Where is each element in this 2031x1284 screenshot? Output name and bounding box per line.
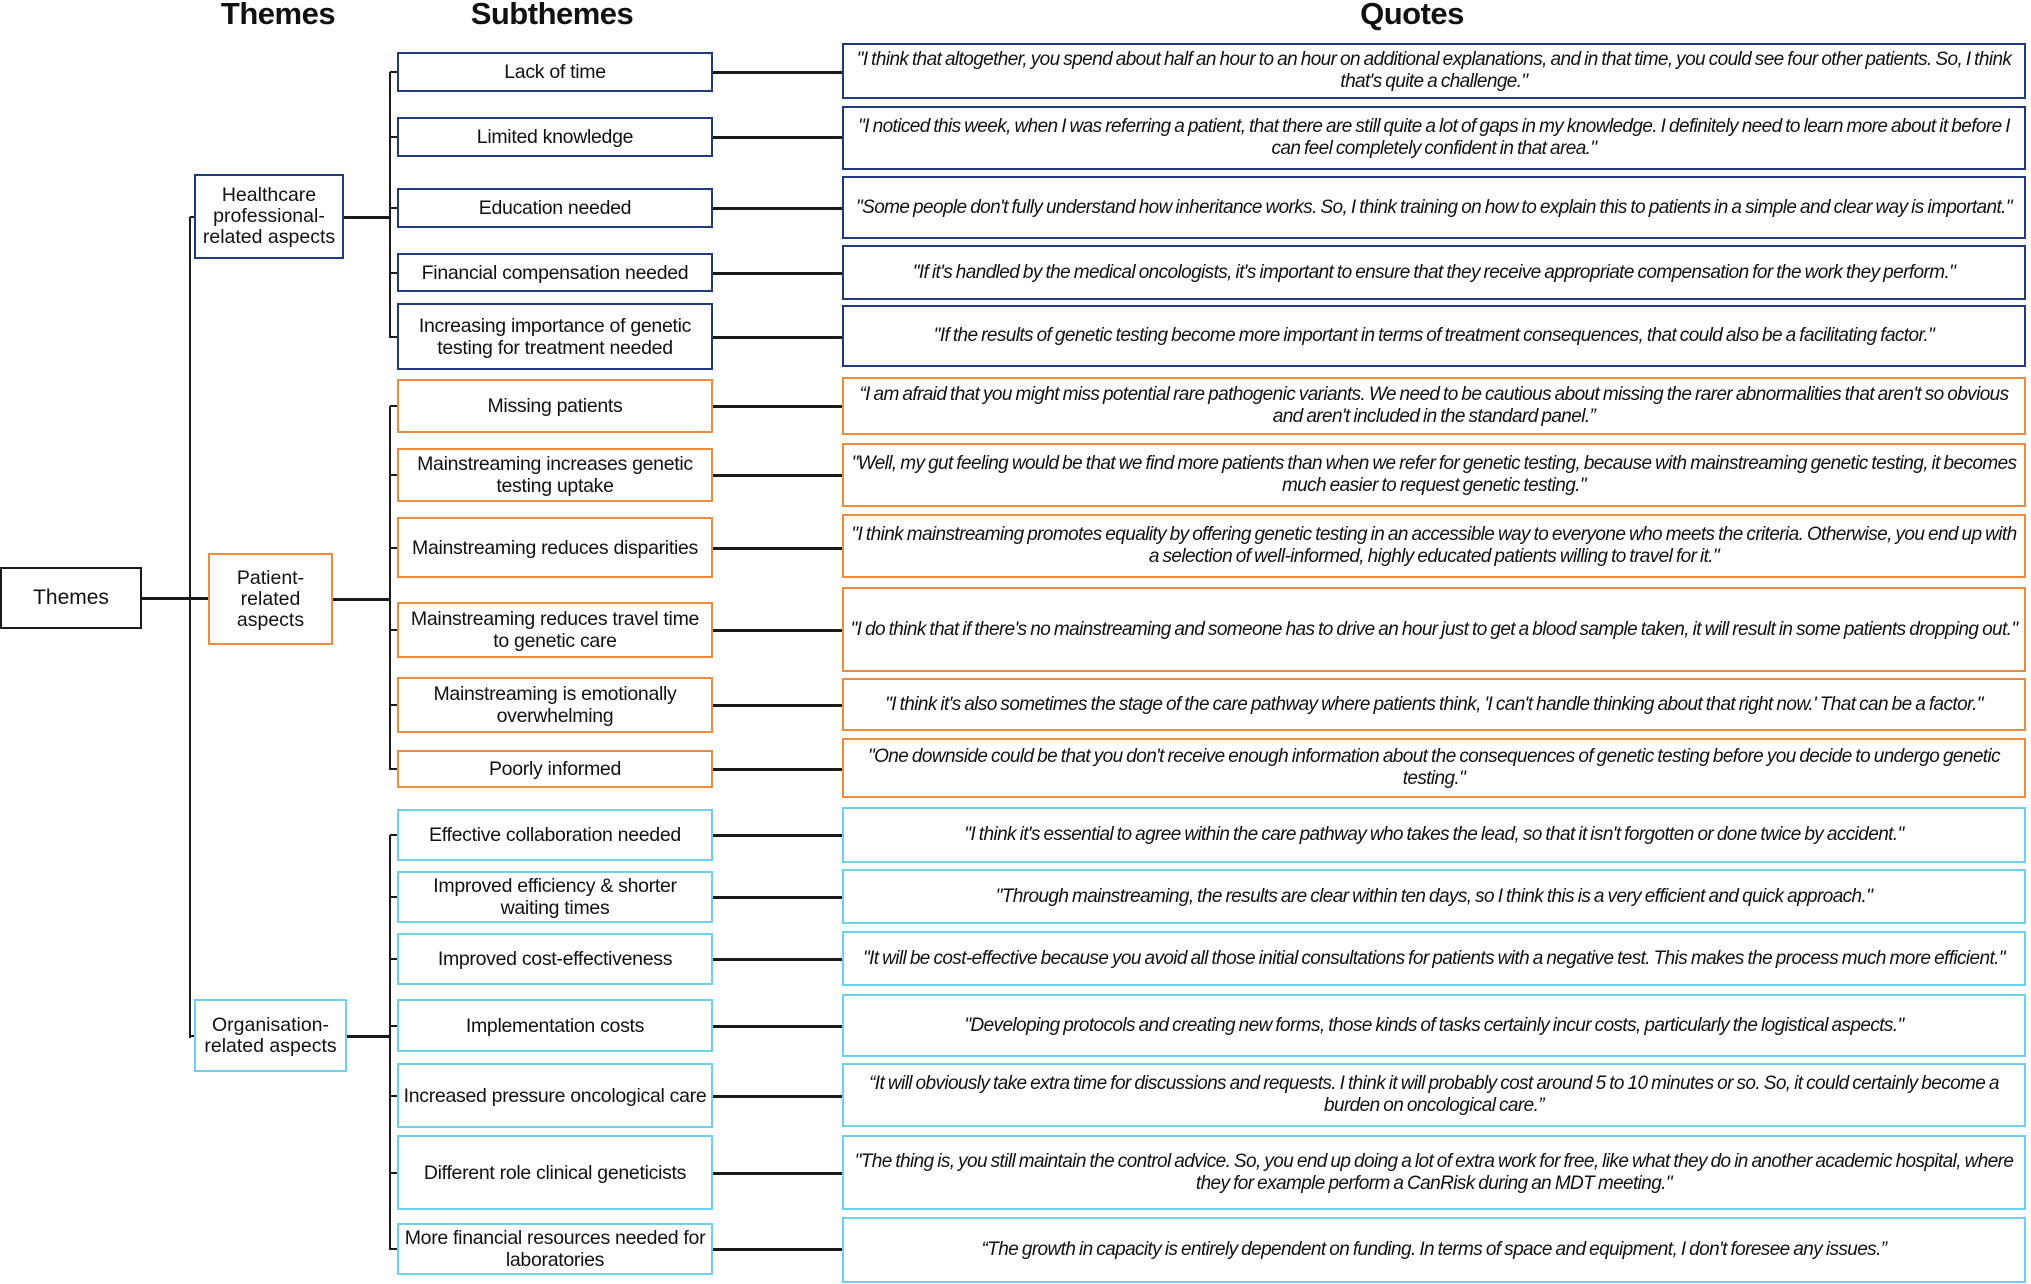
quote-text: "If it's handled by the medical oncologists, it's important to ensure that they receive appropriate compensation for the work they perform." [912,261,1956,283]
quote-box [842,678,2026,731]
quote-connector-line [713,704,842,707]
quote-box [842,587,2026,672]
quote-box [842,377,2026,435]
theme-label: Healthcare professional- related aspects [202,184,336,248]
quote-connector-line [713,207,842,210]
root-themes-node [0,567,142,629]
quote-box [842,43,2026,99]
quote-box [842,245,2026,300]
theme-node [208,553,333,645]
subtheme-node [397,1063,713,1128]
subtheme-node [397,117,713,157]
subtheme-stub-line [390,1248,397,1250]
quote-connector-line [713,958,842,961]
quote-box [842,514,2026,578]
subtheme-label: Mainstreaming is emotionally overwhelming [433,683,677,727]
subtheme-stub-line [390,547,397,549]
subtheme-stub-line [390,834,397,836]
quote-text: "I think it's also sometimes the stage of the care pathway where patients think, 'I can't handle thinking about that right now.' That can be a factor." [885,693,1983,715]
subtheme-node [397,677,713,733]
subtheme-stub-line [390,629,397,631]
subtheme-stub-line [390,71,397,73]
subtheme-node [397,809,713,861]
subtheme-label: Different role clinical geneticists [423,1161,687,1184]
quote-text: "Developing protocols and creating new forms, those kinds of tasks certainly incur costs, particularly the logistical aspects." [964,1014,1904,1036]
quote-text: "I think it's essential to agree within the care pathway who takes the lead, so that it isn't forgotten or done twice by accident." [964,824,1904,845]
quote-box [842,931,2026,986]
quote-connector-line [713,136,842,139]
subtheme-stub-line [390,136,397,138]
theme-node [194,999,347,1072]
subtheme-label: Improved efficiency & shorter waiting times [433,875,677,919]
subtheme-label: More financial resources needed for laboratories [404,1227,706,1271]
quote-connector-line [713,71,842,74]
quote-text: "One downside could be that you don't receive enough information about the consequences of genetic testing before you decide to undergo genetic testing." [867,746,2001,789]
subtheme-node [397,750,713,788]
subtheme-stub-line [390,336,397,338]
quote-box [842,305,2026,367]
subtheme-stub-line [390,704,397,706]
quote-box [842,1063,2026,1127]
theme-to-subthemes-line [333,598,390,601]
subtheme-node [397,379,713,433]
subtheme-label: Increased pressure oncological care [403,1084,707,1107]
quote-text: "I think mainstreaming promotes equality by offering genetic testing in an accessible way to everyone who meets the criteria. Otherwise, you end up with a selection of well-informed, highly educated patients willing to travel for it." [851,524,2017,567]
quote-text: "If the results of genetic testing become more important in terms of treatment consequences, that could also be a facilitating factor." [933,325,1935,346]
quote-connector-line [713,1095,842,1098]
theme-label: Organisation- related aspects [204,1013,337,1057]
quote-connector-line [713,768,842,771]
quote-connector-line [713,629,842,632]
quote-box [842,106,2026,170]
quote-box [842,738,2026,798]
theme-to-subthemes-line [344,216,390,219]
quote-connector-line [713,1025,842,1028]
quote-text: "Well, my gut feeling would be that we find more patients than when we refer for genetic testing, because with mainstreaming genetic testing, it becomes much easier to request genetic testing." [851,453,2017,496]
subtheme-label: Implementation costs [465,1014,645,1037]
quote-box [842,807,2026,863]
subtheme-node [397,253,713,292]
subtheme-stub-line [390,272,397,274]
quote-connector-line [713,547,842,550]
quote-connector-line [713,474,842,477]
subtheme-stub-line [390,896,397,898]
subtheme-label: Mainstreaming reduces disparities [412,536,698,559]
quote-text: “The growth in capacity is entirely dependent on funding. In terms of space and equipment, I don't foresee any issues.” [981,1239,1887,1260]
subtheme-label: Mainstreaming reduces travel time to genetic care [410,608,700,652]
subtheme-stub-line [390,958,397,960]
subtheme-label: Increasing importance of genetic testing for treatment needed [418,314,692,359]
subtheme-label: Limited knowledge [476,126,634,148]
header-subthemes: Subthemes [470,0,634,31]
subtheme-bracket-line [389,406,391,770]
subtheme-label: Education needed [478,197,632,219]
subtheme-node [397,602,713,658]
quote-connector-line [713,1248,842,1251]
quote-connector-line [713,405,842,408]
subtheme-stub-line [390,1172,397,1174]
header-themes: Themes [220,0,336,31]
quote-connector-line [713,1172,842,1175]
subtheme-stub-line [390,474,397,476]
subtheme-node [397,1135,713,1210]
subtheme-node [397,188,713,228]
subtheme-stub-line [390,207,397,209]
header-quotes: Quotes [1360,0,1464,31]
quote-box [842,443,2026,507]
quote-box [842,176,2026,239]
subtheme-node [397,933,713,985]
subtheme-node [397,303,713,370]
subtheme-label: Financial compensation needed [421,261,689,284]
quote-box [842,1135,2026,1210]
quote-text: "Some people don't fully understand how inheritance works. So, I think training on how to explain this to patients in a simple and clear way is important." [856,196,2012,218]
quote-text: "It will be cost-effective because you avoid all those initial consultations for patients with a negative test. This makes the process much more efficient." [862,947,2005,969]
subtheme-node [397,448,713,502]
root-themes-label: Themes [33,586,109,609]
quote-text: "I do think that if there's no mainstreaming and someone has to drive an hour just to get a blood sample taken, it will result in some patients dropping out." [850,618,2018,640]
quote-text: “It will obviously take extra time for discussions and requests. I think it will probably cost around 5 to 10 minutes or so. So, it could certainly become a burden on oncological care.” [869,1073,1999,1116]
quote-text: "I think that altogether, you spend about half an hour to an hour on additional explanations, and in that time, you could see four other patients. So, I think that's quite a challenge." [856,49,2012,92]
subtheme-label: Mainstreaming increases genetic testing uptake [417,453,693,497]
subtheme-label: Effective collaboration needed [429,824,681,846]
theme-label: Patient- related aspects [236,566,305,631]
quote-text: "The thing is, you still maintain the control advice. So, you end up doing a lot of extra work for free, like what they do in another academic hospital, where they for example perform a CanRisk during an MDT meeting." [854,1150,2014,1194]
quote-text: "Through mainstreaming, the results are clear within ten days, so I think this is a very efficient and quick approach." [995,885,1873,907]
quote-box [842,1217,2026,1283]
quote-box [842,994,2026,1057]
subtheme-node [397,1223,713,1275]
quote-connector-line [713,272,842,275]
subtheme-stub-line [390,1025,397,1027]
theme-to-subthemes-line [347,1035,390,1038]
subtheme-stub-line [390,1095,397,1097]
subtheme-label: Improved cost-effectiveness [437,948,673,970]
subtheme-node [397,871,713,923]
subtheme-stub-line [390,768,397,770]
quote-connector-line [713,834,842,837]
subtheme-stub-line [390,405,397,407]
quote-connector-line [713,896,842,899]
theme-stub-line [190,598,208,600]
subtheme-label: Poorly informed [488,758,622,780]
theme-spine-line [189,217,191,1038]
subtheme-node [397,52,713,92]
quote-connector-line [713,336,842,339]
subtheme-node [397,517,713,578]
quote-box [842,869,2026,924]
theme-node [194,174,344,259]
subtheme-label: Lack of time [504,61,606,83]
subtheme-label: Missing patients [487,395,623,417]
subtheme-bracket-line [389,72,391,338]
subtheme-node [397,999,713,1052]
quote-text: “I am afraid that you might miss potential rare pathogenic variants. We need to be cautious about missing the rarer abnormalities that aren't so obvious and aren't included in the standard panel.” [859,384,2009,427]
quote-text: "I noticed this week, when I was referring a patient, that there are still quite a lot of gaps in my knowledge. I definitely need to learn more about it before I can feel completely confident in that area." [858,116,2010,159]
